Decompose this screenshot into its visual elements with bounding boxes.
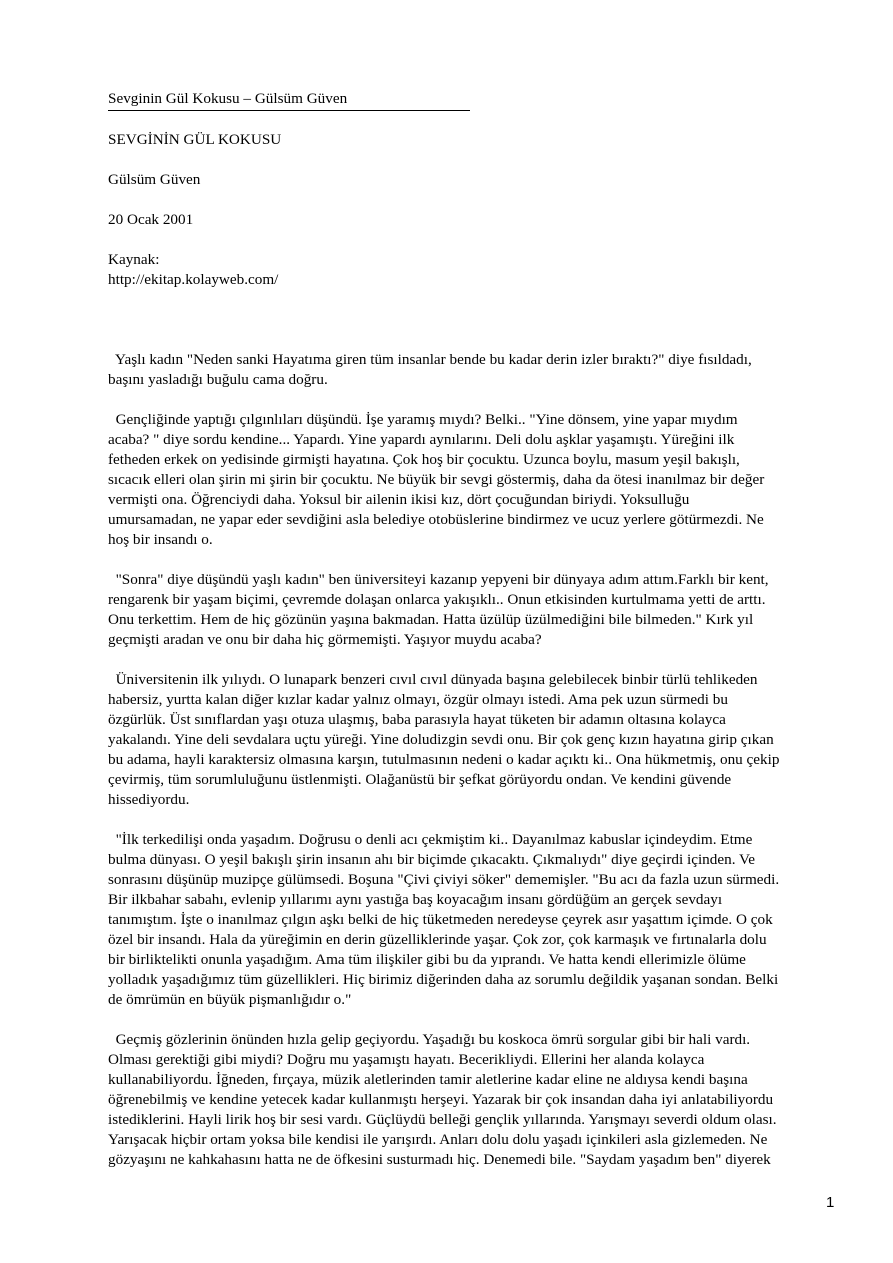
text-line: de ömrümün en büyük pişmanlığıdır o." [108, 991, 352, 1008]
text-line: "Sonra" diye düşündü yaşlı kadın" ben üniversiteyi kazanıp yepyeni bir dünyaya adım attım.Farklı bir kent, [108, 571, 769, 588]
text-line: gözyaşını ne kahkahasını hatta ne de öfkesini susturmadı hiç. Denemedi bile. "Saydam yaşadım ben" diyerek [108, 1151, 771, 1168]
text-line: bir birliktelikti onunla yaşadığım. Ama tüm ilişkiler gibi bu da yıprandı. Ve hatta kendi ellerimizle ölüme [108, 951, 746, 968]
page-number: 1 [826, 1194, 835, 1211]
text-line: habersiz, yurtta kalan diğer kızlar kadar yalnız olmayı, özgür olmayı istedi. Ama pek uzun sürmedi bu [108, 691, 728, 708]
text-line: Yaşlı kadın "Neden sanki Hayatıma giren tüm insanlar bende bu kadar derin izler bıraktı?" diye fısıldadı, [108, 351, 752, 368]
paragraph [108, 670, 843, 810]
paragraph [108, 350, 843, 390]
text-line: Onu terkettim. Hem de hiç gözünün yaşına bakmadan. Hatta üzülüp üzülmediğini bile bilmeden." Kırk yıl [108, 611, 754, 628]
running-title: Sevginin Gül Kokusu – Gülsüm Güven [108, 90, 348, 107]
source-label: Kaynak: [108, 251, 160, 268]
text-line: yakalandı. Yine deli sevdalara uçtu yüreği. Yine doludizgin sevdi onu. Bir çok genç kızın hayatına girip çıkan [108, 731, 774, 748]
text-line: özel bir insandı. Hala da yüreğimin en derin güzelliklerinde yaşar. Çok zor, çok karmaşık ve fırtınalarla dolu [108, 931, 767, 948]
text-line: başını yasladığı buğulu cama doğru. [108, 371, 328, 388]
text-line: umursamadan, ne yapar eder sevdiğini asla belediye otobüslerine bindirmez ve ucuz yerlere götürmezdi. Ne [108, 511, 764, 528]
text-line: "İlk terkedilişi onda yaşadım. Doğrusu o denli acı çekmiştim ki.. Dayanılmaz kabuslar içindeydim. Etme [108, 831, 753, 848]
text-line: özgürlük. Üst sınıflardan yaşı otuza ulaşmış, baba parasıyla hayat tüketen bir adamın oltasına kolayca [108, 711, 726, 728]
text-line: sıcacık elleri olan şirin mi şirin bir çocuktu. Ne büyük bir sevgi göstermiş, daha da ötesi inanılmaz bir değer [108, 471, 765, 488]
text-line: geçmişti aradan ve onu bir daha hiç görmemişti. Yaşıyor muydu acaba? [108, 631, 542, 648]
text-line: Geçmiş gözlerinin önünden hızla gelip geçiyordu. Yaşadığı bu koskoca ömrü sorgular gibi bir hali vardı. [108, 1031, 751, 1048]
paragraph [108, 410, 843, 550]
text-line: kullanabiliyordu. İğneden, fırçaya, müzik aletlerinden tamir aletlerine kadar eline ne aldıysa kendi başına [108, 1071, 748, 1088]
text-line: sonrasını düşünüp muzipçe gülümsedi. Boşuna "Çivi çiviyi söker" dememişler. "Bu acı da fazla uzun sürmedi. [108, 871, 780, 888]
text-line: rengarenk bir yaşam biçimi, çevremde dolaşan onlarca yakışıklı.. Onun etkisinden kurtulmama yetti de arttı. [108, 591, 766, 608]
text-line: tanımıştım. İşte o inanılmaz çılgın aşkı belki de hiç tüketmeden neredeyse çeyrek asır yaşattım içimde. O çok [108, 911, 773, 928]
text-line: öğrenebilmiş ve kendine yetecek kadar kullanmıştı herşeyi. Yazarak bir çok insandan daha iyi anlatabiliyordu [108, 1091, 774, 1108]
text-line: hissediyordu. [108, 791, 190, 808]
document-body [108, 89, 843, 1170]
text-line: hoş bir insandı o. [108, 531, 213, 548]
story-text [108, 350, 843, 1170]
text-line: fetheden erkek on yedisinde girmişti hayatına. Çok hoş bir çocuktu. Uzunca boylu, masum yeşil bakışlı, [108, 451, 740, 468]
publication-date: 20 Ocak 2001 [108, 211, 194, 228]
text-line: Gençliğinde yaptığı çılgınlıları düşündü. İşe yaramış mıydı? Belki.. "Yine dönsem, yine yapar mıydım [108, 411, 738, 428]
text-line: çevirmiş, tüm sorumluluğunu üstlenmişti. Olağanüstü bir şefkat görüyordu ondan. Ve kendini güvende [108, 771, 732, 788]
document-title: SEVGİNİN GÜL KOKUSU [108, 131, 282, 148]
text-line: istediklerini. Hayli lirik hoş bir sesi vardı. Güçlüydü belleği gençlik yıllarında. Yarışmayı severdi oldum olası. [108, 1111, 777, 1128]
paragraph [108, 570, 843, 650]
text-line: bu adama, hayli karaktersiz olmasına karşın, tutulmasının nedeni o kadar açıktı ki.. Ona hükmetmiş, onu çekip [108, 751, 780, 768]
paragraph [108, 1030, 843, 1170]
author-name: Gülsüm Güven [108, 171, 201, 188]
text-line: Üniversitenin ilk yılıydı. O lunapark benzeri cıvıl cıvıl dünyada başına gelebilecek binbir türlü tehlikeden [108, 671, 758, 688]
text-line: Olması gerektiği gibi miydi? Doğru mu yaşamıştı hayatı. Becerikliydi. Ellerini her alanda kolayca [108, 1051, 705, 1068]
text-line: Bir ilkbahar sabahı, evlenip yıllarımı aynı yastığa baş koyacağım insanı gördüğüm an gerçek sevdayı [108, 891, 723, 908]
text-line: Yarışacak hiçbir ortam yoksa bile kendisi ile yarışırdı. Anları dolu dolu yaşadı içinkileri asla gizlemeden. Ne [108, 1131, 768, 1148]
text-line: bulma dünyası. O yeşil bakışlı şirin insanın ahı bir biçimde çıkacaktı. Çıkmalıydı" diye geçirdi içinden. Ve [108, 851, 756, 868]
paragraph [108, 830, 843, 1010]
text-line: yolladık yaşadığımız tüm güzellikleri. Hiç birimiz diğerinden daha az sorumlu değildik yaşanan sondan. Belki [108, 971, 779, 988]
source-url: http://ekitap.kolayweb.com/ [108, 271, 279, 288]
text-line: acaba? " diye sordu kendine... Yapardı. Yine yapardı aynılarını. Deli dolu aşklar yaşamıştı. Yüreğini ilk [108, 431, 735, 448]
text-line: vermişti ona. Öğrenciydi daha. Yoksul bir ailenin ikisi kız, dört çocuğundan biriydi. Yoksulluğu [108, 491, 690, 508]
